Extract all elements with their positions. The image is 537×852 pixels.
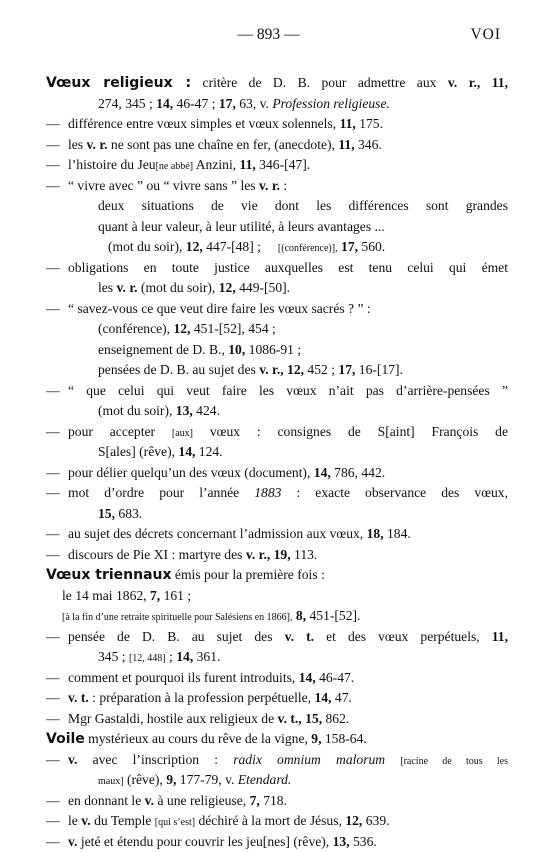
index-line: 274, 345 ; 14, 46-47 ; 17, 63, v. Profession religieuse. — [46, 94, 508, 115]
index-line: — l’histoire du Jeu[ne abbé] Anzini, 11, 346-[47]. — [46, 155, 508, 176]
index-line: — v. avec l’inscription : radix omnium malorum [racine de tous les — [46, 750, 508, 771]
index-line: S[ales] (rêve), 14, 124. — [46, 442, 508, 463]
index-line: — “ que celui qui veut faire les vœux n’ait pas d’arrière-pensées ” — [46, 381, 508, 402]
index-line: — les v. r. ne sont pas une chaîne en fer, (anecdote), 11, 346. — [46, 135, 508, 156]
index-line: — “ savez-vous ce que veut dire faire les vœux sacrés ? ” : — [46, 299, 508, 320]
index-line: — “ vivre avec ” ou “ vivre sans ” les v. r. : — [46, 176, 508, 197]
index-line: — mot d’ordre pour l’année 1883 : exacte observance des vœux, — [46, 483, 508, 504]
index-body — [46, 73, 508, 852]
index-line: les v. r. (mot du soir), 12, 449-[50]. — [46, 278, 508, 299]
index-line: — différence entre vœux simples et vœux solennels, 11, 175. — [46, 114, 508, 135]
index-line: pensées de D. B. au sujet des v. r., 12, 452 ; 17, 16-[17]. — [46, 360, 508, 381]
index-line: (mot du soir), 12, 447-[48] ; [(conférence)], 17, 560. — [46, 237, 508, 258]
index-line: — Mgr Gastaldi, hostile aux religieux de v. t., 15, 862. — [46, 709, 508, 730]
index-line: 15, 683. — [46, 504, 508, 525]
entry-voile: Voile mystérieux au cours du rêve de la vigne, 9, 158-64. — [46, 729, 508, 750]
index-line: (mot du soir), 13, 424. — [46, 401, 508, 422]
page-number: — 893 — — [0, 26, 537, 44]
index-line: — pensée de D. B. au sujet des v. t. et des vœux perpétuels, 11, — [46, 627, 508, 648]
index-line: — pour délier quelqu’un des vœux (document), 14, 786, 442. — [46, 463, 508, 484]
index-line: le 14 mai 1862, 7, 161 ; — [46, 586, 508, 607]
entry-voeux-religieux: Vœux religieux : critère de D. B. pour admettre aux v. r., 11, — [46, 73, 508, 94]
index-line: — pour accepter [aux] vœux : consignes de S[aint] François de — [46, 422, 508, 443]
index-line: — au sujet des décrets concernant l’admission aux vœux, 18, 184. — [46, 524, 508, 545]
index-line: — comment et pourquoi ils furent introduits, 14, 46-47. — [46, 668, 508, 689]
index-line: — obligations en toute justice auxquelles est tenu celui qui émet — [46, 258, 508, 279]
index-line: maux] (rêve), 9, 177-79, v. Etendard. — [46, 770, 508, 791]
index-line: — v. jeté et étendu pour couvrir les jeu[nes] (rêve), 13, 536. — [46, 832, 508, 852]
index-line: — discours de Pie XI : martyre des v. r., 19, 113. — [46, 545, 508, 566]
index-line: (conférence), 12, 451-[52], 454 ; — [46, 319, 508, 340]
index-line: — le v. du Temple [qui s’est] déchiré à la mort de Jésus, 12, 639. — [46, 811, 508, 832]
entry-voeux-triennaux: Vœux triennaux émis pour la première fois : — [46, 565, 508, 586]
running-head: VOI — [470, 26, 501, 44]
index-line: enseignement de D. B., 10, 1086-91 ; — [46, 340, 508, 361]
index-line: deux situations de vie dont les différences sont grandes — [46, 196, 508, 217]
index-line: 345 ; [12, 448] ; 14, 361. — [46, 647, 508, 668]
index-line: — en donnant le v. à une religieuse, 7, 718. — [46, 791, 508, 812]
index-line: — v. t. : préparation à la profession perpétuelle, 14, 47. — [46, 688, 508, 709]
index-line: quant à leur valeur, à leur utilité, à leurs avantages ... — [46, 217, 508, 238]
index-line: [à la fin d’une retraite spirituelle pour Salésiens en 1866], 8, 451-[52]. — [46, 606, 508, 627]
